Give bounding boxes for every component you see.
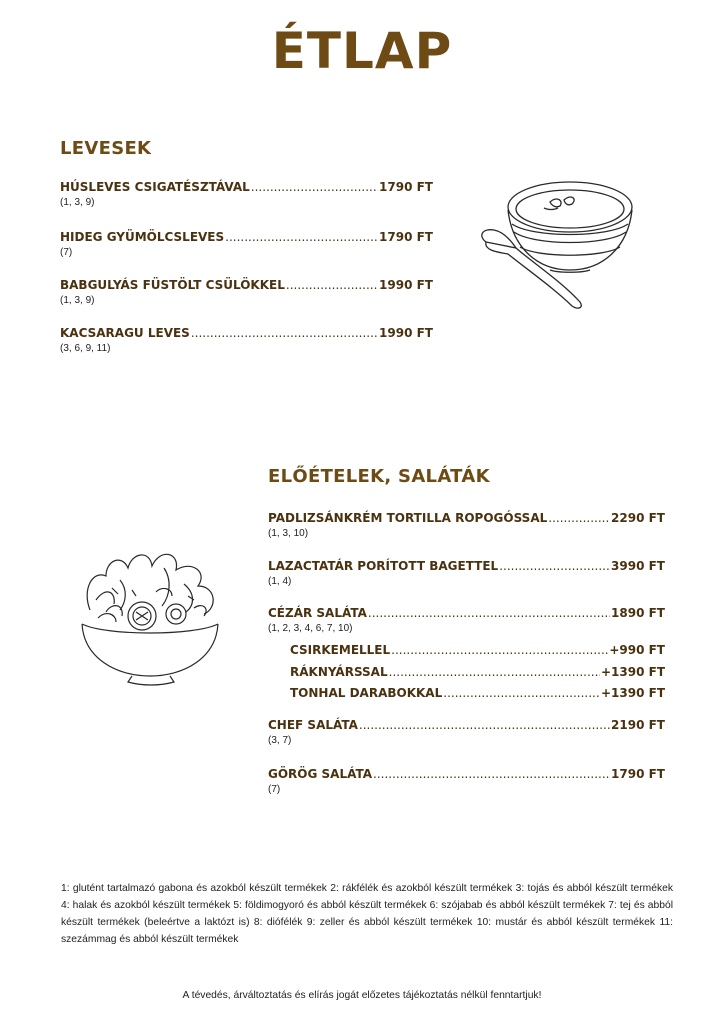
item-price: 2190 FT [611,718,665,732]
menu-title: ÉTLAP [271,22,453,80]
extra-name: RÁKNYÁRSSAL [290,665,388,679]
menu-extra [290,686,665,700]
item-name: BABGULYÁS FÜSTÖLT CSÜLÖKKEL [60,278,285,292]
menu-extra [290,643,665,657]
item-allergens: (1, 2, 3, 4, 6, 7, 10) [268,623,353,634]
item-allergens: (1, 4) [268,576,292,587]
salad-bowl-icon [76,540,226,688]
item-price: 1790 FT [379,180,433,194]
disclaimer-text: A tévedés, árváltoztatás és elírás jogát előzetes tájékoztatás nélkül fenntartjuk! [182,990,542,1001]
item-price: 1790 FT [379,230,433,244]
item-price: 3990 FT [611,559,665,573]
extra-name: TONHAL DARABOKKAL [290,686,443,700]
item-allergens: (1, 3, 9) [60,197,95,208]
extra-price: +1390 FT [600,686,665,700]
extra-price: +990 FT [609,643,665,657]
item-allergens: (1, 3, 9) [60,295,95,306]
extra-price: +1390 FT [600,665,665,679]
item-name: CÉZÁR SALÁTA [268,606,367,620]
item-name: HIDEG GYÜMÖLCSLEVES [60,230,225,244]
extra-name: CSIRKEMELLEL [290,643,391,657]
item-price: 2290 FT [611,511,665,525]
item-price: 1990 FT [379,278,433,292]
menu-item [268,718,665,746]
menu-item [60,180,433,208]
item-name: LAZACTATÁR PORÍTOTT BAGETTEL [268,559,499,573]
item-price: 1990 FT [379,326,433,340]
item-price: 1790 FT [611,767,665,781]
allergen-legend: 1: glutént tartalmazó gabona és azokból készült termékek 2: rákfélék és azokból készült termékek 3: tojás és abból készült termékek 4: halak és azokból készült termékek 5: földimogyoró és abból készült termékek 6: szójabab és abból készült termékek 7: tej és abból készült termékek (beleértve a laktózt is) 8: diófélék 9: zeller és abból készült termékek 10: mustár és abból készült termékek 11: szezámmag és abból készült termékek [61,883,673,945]
menu-extra [290,665,665,679]
section-heading-soups: LEVESEK [60,138,152,159]
menu-item [60,278,433,306]
menu-item [268,606,665,634]
item-price: 1890 FT [611,606,665,620]
item-name: PADLIZSÁNKRÉM TORTILLA ROPOGÓSSAL [268,511,548,525]
item-allergens: (3, 6, 9, 11) [60,343,111,354]
item-name: GÖRÖG SALÁTA [268,767,372,781]
item-allergens: (1, 3, 10) [268,528,309,539]
menu-item [268,767,665,795]
menu-item [60,326,433,354]
soup-bowl-icon [472,172,642,312]
item-allergens: (7) [268,784,281,795]
item-name: HÚSLEVES CSIGATÉSZTÁVAL [60,180,250,194]
item-name: CHEF SALÁTA [268,718,358,732]
item-allergens: (3, 7) [268,735,292,746]
menu-item [60,230,433,258]
item-allergens: (7) [60,247,73,258]
menu-item [268,559,665,587]
menu-item [268,511,665,539]
item-name: KACSARAGU LEVES [60,326,190,340]
section-heading-starters: ELŐÉTELEK, SALÁTÁK [268,466,490,487]
